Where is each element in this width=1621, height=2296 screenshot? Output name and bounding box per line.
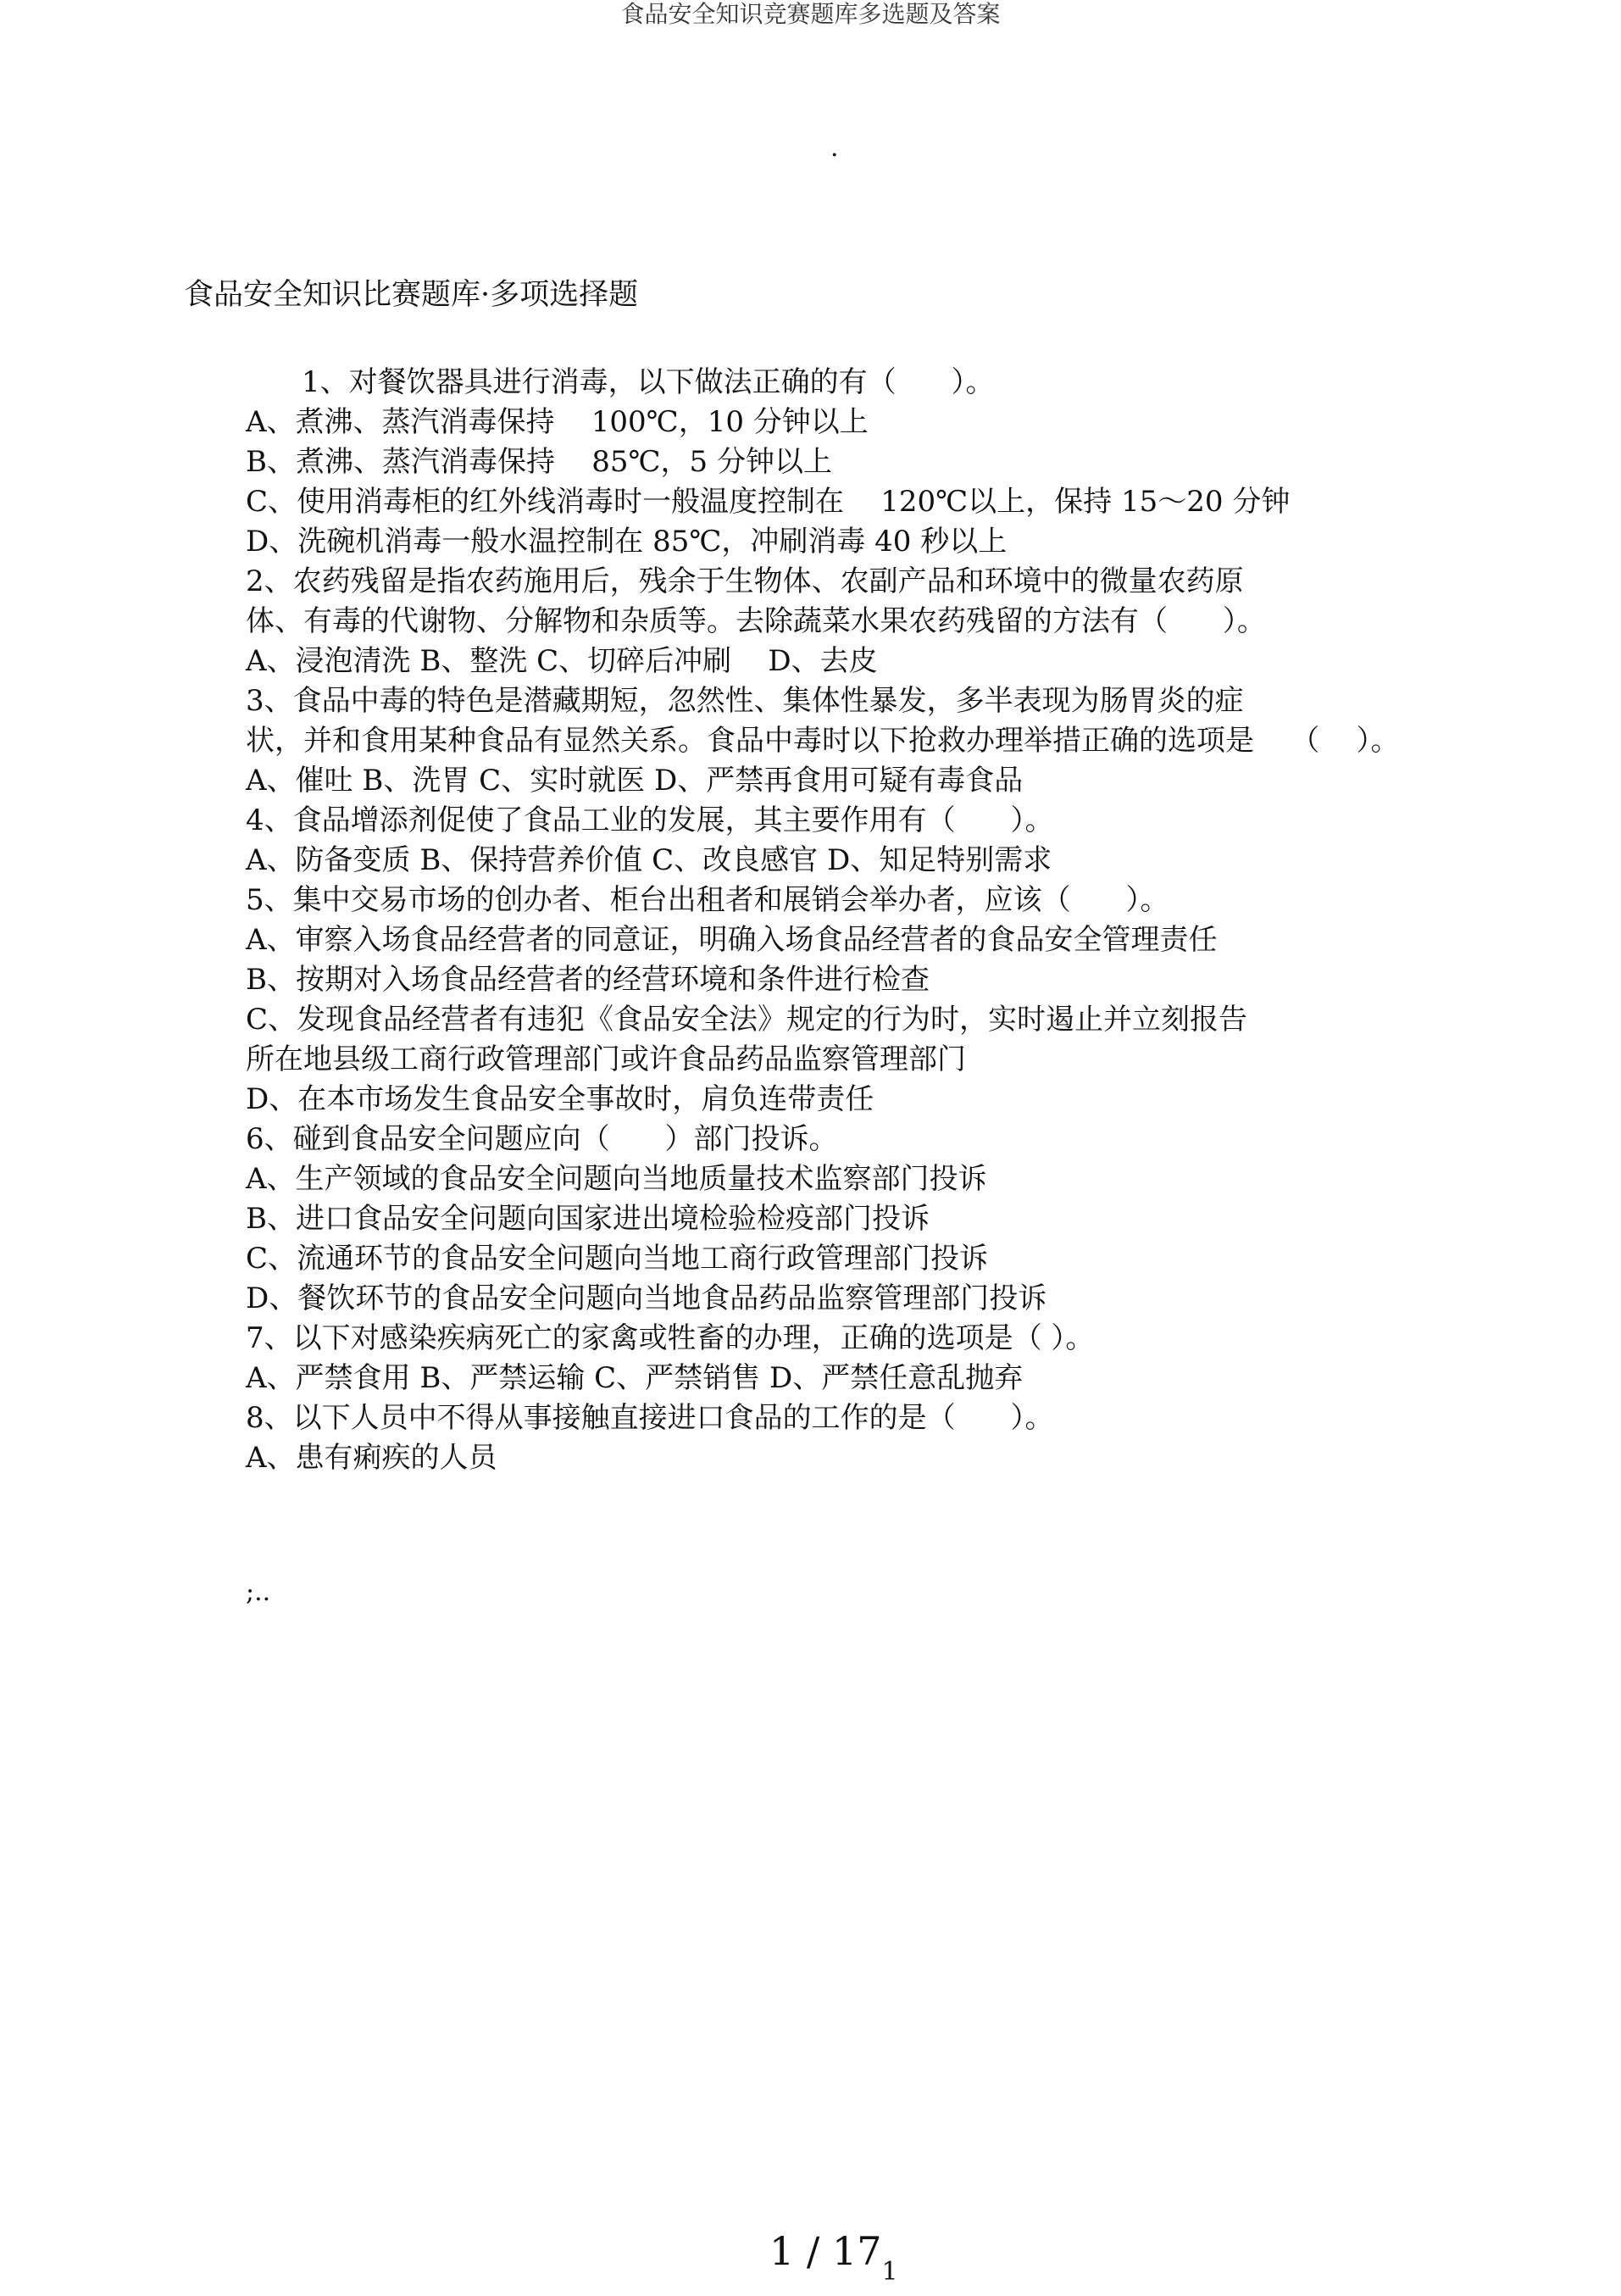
running-header-title: 食品安全知识竞赛题库多选题及答案 (620, 0, 1001, 28)
option-line: B、进口食品安全问题向国家进出境检验检疫部门投诉 (246, 1202, 930, 1236)
question-line: 状，并和食用某种食品有显然关系。食品中毒时以下抢救办理举措正确的选项是 （ ）。 (246, 724, 1400, 758)
option-line: A、审察入场食品经营者的同意证，明确入场食品经营者的食品安全管理责任 (246, 923, 1218, 957)
question-line: 3、食品中毒的特色是潜藏期短，忽然性、集体性暴发，多半表现为肠胃炎的症 (246, 684, 1244, 718)
option-line: B、煮沸、蒸汽消毒保持 85℃，5 分钟以上 (246, 445, 832, 479)
option-line: B、按期对入场食品经营者的经营环境和条件进行检查 (246, 963, 930, 997)
question-list (246, 363, 1568, 1478)
option-line: A、催吐 B、洗胃 C、实时就医 D、严禁再食用可疑有毒食品 (246, 764, 1024, 798)
question-line: 2、农药残留是指农药施用后，残余于生物体、农副产品和环境中的微量农药原 (246, 564, 1244, 598)
option-line: C、流通环节的食品安全问题向当地工商行政管理部门投诉 (246, 1242, 989, 1276)
question-line: 7、以下对感染疾病死亡的家禽或牲畜的办理，正确的选项是（ ）。 (246, 1321, 1095, 1355)
option-line: D、在本市场发生食品安全事故时，肩负连带责任 (246, 1082, 874, 1116)
option-line: A、煮沸、蒸汽消毒保持 100℃，10 分钟以上 (246, 405, 869, 439)
question-line: 体、有毒的代谢物、分解物和杂质等。去除蔬菜水果农药残留的方法有（ ）。 (246, 604, 1266, 638)
question-line: 5、集中交易市场的创办者、柜台出租者和展销会举办者，应该（ ）。 (246, 883, 1169, 917)
option-line: 所在地县级工商行政管理部门或许食品药品监察管理部门 (246, 1042, 966, 1076)
option-line: A、严禁食用 B、严禁运输 C、严禁销售 D、严禁任意乱抛弃 (246, 1361, 1024, 1395)
question-line: 6、碰到食品安全问题应向（ ）部门投诉。 (246, 1122, 838, 1156)
page-number-sub: 1 (881, 2257, 898, 2287)
page-number (769, 2227, 898, 2296)
option-line: C、使用消毒柜的红外线消毒时一般温度控制在 120℃以上，保持 15～20 分钟 (246, 485, 1291, 519)
question-line: 4、食品增添剂促使了食品工业的发展，其主要作用有（ ）。 (246, 803, 1054, 837)
option-line: A、生产领域的食品安全问题向当地质量技术监察部门投诉 (246, 1162, 987, 1196)
question-line: 8、以下人员中不得从事接触直接进口食品的工作的是（ ）。 (246, 1401, 1054, 1435)
document-title: 食品安全知识比赛题库·多项选择题 (184, 278, 639, 312)
page-number-text: 1 / 17 (769, 2228, 882, 2274)
option-line: D、洗碗机消毒一般水温控制在 85℃，冲刷消毒 40 秒以上 (246, 525, 1008, 559)
option-line: A、患有痢疾的人员 (246, 1441, 497, 1475)
option-line: C、发现食品经营者有违犯《食品安全法》规定的行为时，实时遏止并立刻报告 (246, 1003, 1248, 1037)
option-line: A、防备变质 B、保持营养价值 C、改良感官 D、知足特别需求 (246, 843, 1052, 877)
question-line: 1、对餐饮器具进行消毒，以下做法正确的有（ ）。 (302, 365, 995, 399)
option-line: D、餐饮环节的食品安全问题向当地食品药品监察管理部门投诉 (246, 1281, 1047, 1315)
trailing-mark: ;.. (246, 1577, 271, 1607)
header-dot: . (830, 133, 839, 163)
option-line: A、浸泡清洗 B、整洗 C、切碎后冲刷 D、去皮 (246, 644, 878, 678)
